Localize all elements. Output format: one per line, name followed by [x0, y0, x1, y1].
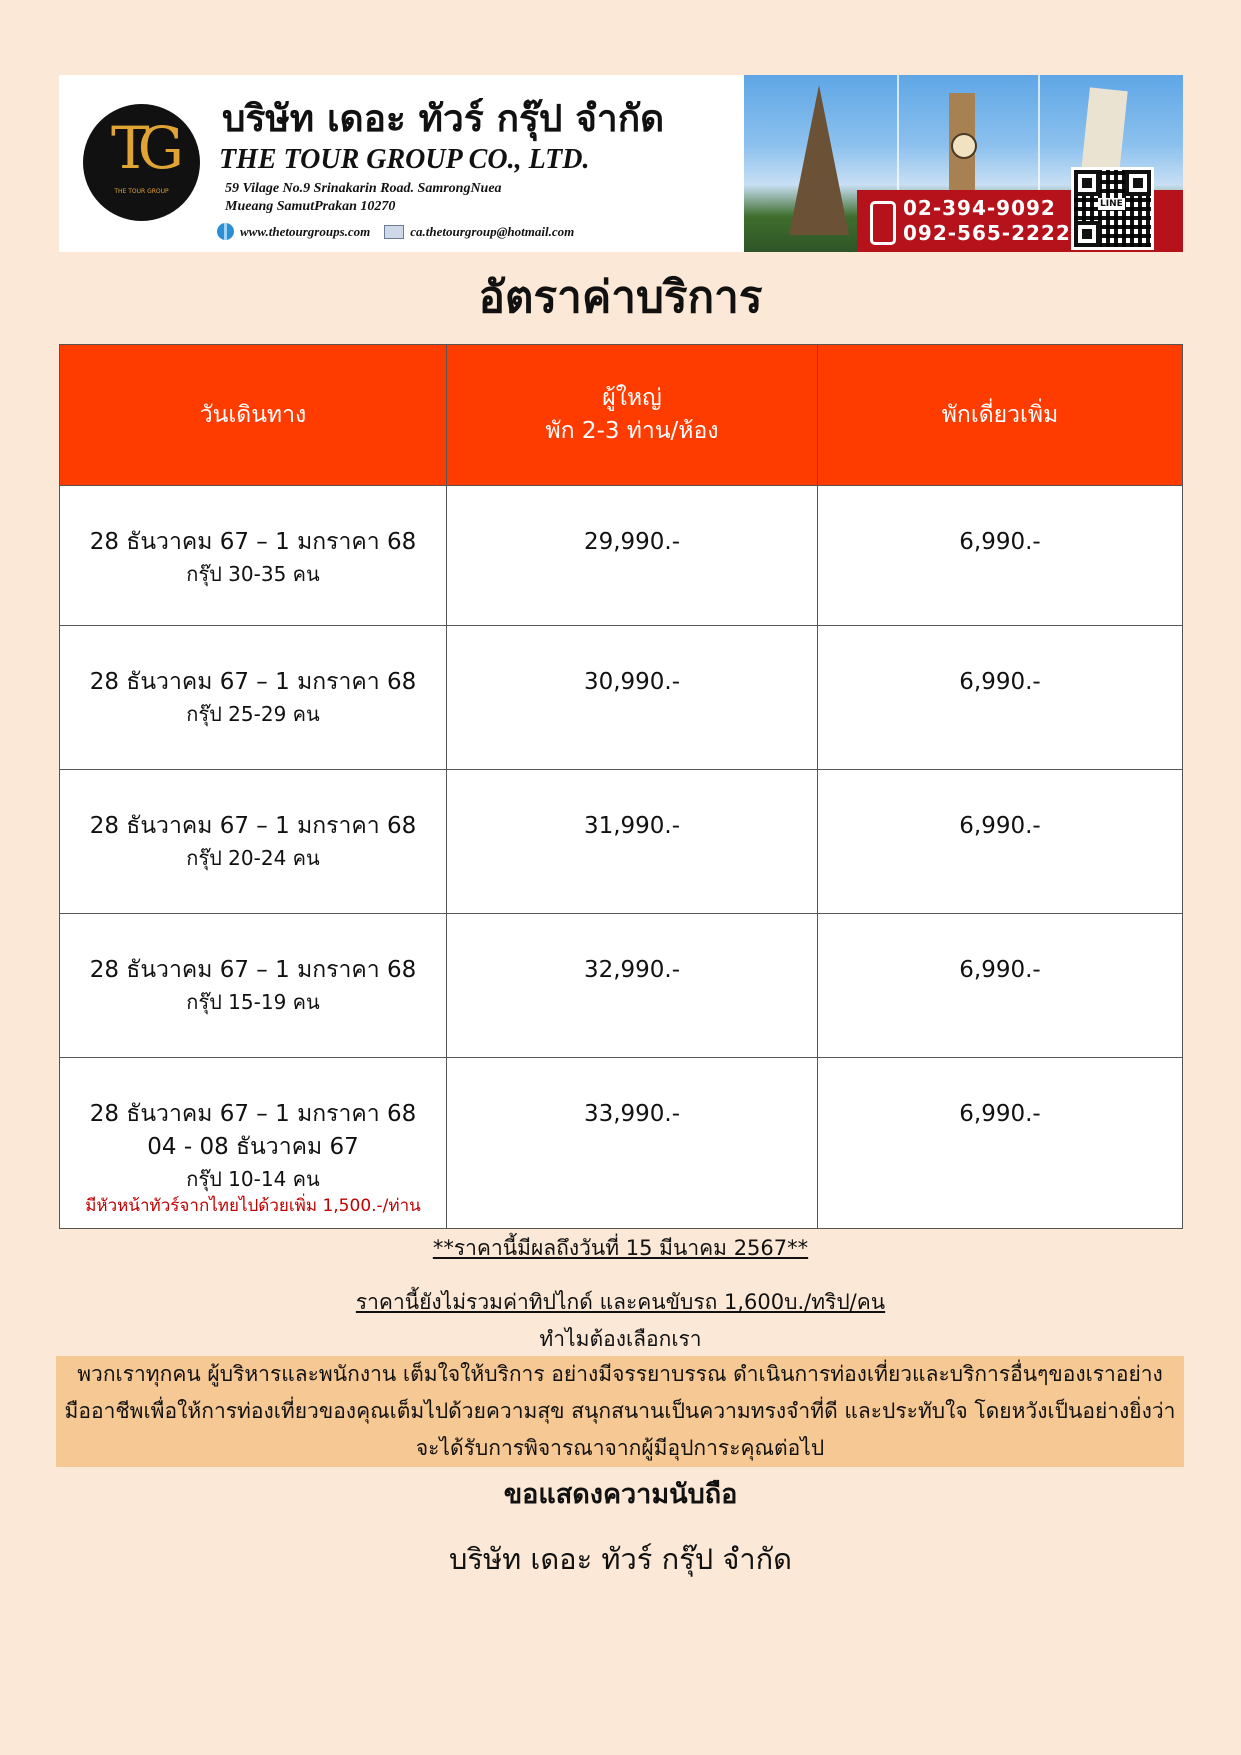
travel-date: 28 ธันวาคม 67 – 1 มกราคา 68 [89, 1101, 417, 1127]
group-size: กรุ๊ป 20-24 คน [186, 846, 320, 870]
group-size: กรุ๊ป 25-29 คน [186, 702, 320, 726]
travel-date-cell [60, 626, 447, 770]
travel-date: 28 ธันวาคม 67 – 1 มกราคา 68 [89, 529, 417, 555]
header-banner [59, 75, 1183, 252]
qr-finder [1125, 170, 1151, 196]
why-text-line: จะได้รับการพิจารณาจากผู้มีอุปการะคุณต่อไป [415, 1436, 825, 1460]
table-row [60, 914, 1183, 1058]
header-adult-sub: พัก 2-3 ท่าน/ห้อง [545, 418, 719, 444]
group-size: กรุ๊ป 15-19 คน [186, 990, 320, 1014]
phone-icon [870, 201, 896, 245]
globe-icon [217, 223, 234, 240]
adult-price: 31,990.- [447, 770, 818, 914]
why-text-line: มืออาชีพเพื่อให้การท่องเที่ยวของคุณเต็มไปด้วยความสุข สนุกสนานเป็นความทรงจำที่ดี และประทับใจ โดยหวังเป็นอย่างยิ่งว่า [64, 1399, 1176, 1423]
email-link[interactable]: ca.thetourgroup@hotmail.com [410, 223, 575, 239]
signature-company: บริษัท เดอะ ทัวร์ กรุ๊ป จำกัด [448, 1542, 792, 1576]
single-supplement: 6,990.- [818, 770, 1183, 914]
page-title: อัตราค่าบริการ [478, 272, 763, 323]
table-header-row [60, 345, 1183, 486]
header-travel-date: วันเดินทาง [60, 345, 447, 486]
why-text-line: พวกเราทุกคน ผู้บริหารและพนักงาน เต็มใจให้บริการ อย่างมีจรรยาบรรณ ดำเนินการท่องเที่ยวและบริการอื่นๆของเราอย่าง [77, 1362, 1163, 1386]
adult-price: 30,990.- [447, 626, 818, 770]
travel-date-cell [60, 914, 447, 1058]
single-supplement: 6,990.- [818, 486, 1183, 626]
tour-leader-note: มีหัวหน้าทัวร์จากไทยไปด้วยเพิ่ม 1,500.-/ท่าน [85, 1196, 421, 1216]
exclusion-note: ราคานี้ยังไม่รวมค่าทิปไกด์ และคนขับรถ 1,600บ./ทริป/คน [355, 1290, 886, 1314]
address-line-2: Mueang SamutPrakan 10270 [225, 199, 396, 214]
validity-note: **ราคานี้มีผลถึงวันที่ 15 มีนาคม 2567** [432, 1236, 809, 1260]
group-size: กรุ๊ป 10-14 คน [186, 1167, 320, 1191]
why-choose-us-title: ทำไมต้องเลือกเรา [539, 1327, 702, 1351]
logo-letters: TG [110, 114, 173, 182]
header-adult-label: ผู้ใหญ่ [602, 385, 662, 411]
line-qr-code[interactable] [1071, 167, 1154, 250]
company-name-english: THE TOUR GROUP CO., LTD. [219, 144, 590, 175]
phone-number-2[interactable]: 092-565-2222 [903, 221, 1071, 245]
travel-date-cell [60, 1058, 447, 1229]
header-adult-price [447, 345, 818, 486]
company-name-thai: บริษัท เดอะ ทัวร์ กรุ๊ป จำกัด [222, 97, 665, 140]
adult-price: 32,990.- [447, 914, 818, 1058]
table-row [60, 626, 1183, 770]
travel-date-cell [60, 770, 447, 914]
table-row [60, 1058, 1183, 1229]
single-supplement: 6,990.- [818, 914, 1183, 1058]
clock-icon [951, 133, 977, 159]
website-link[interactable]: www.thetourgroups.com [240, 223, 371, 239]
address-line-1: 59 Vilage No.9 Srinakarin Road. SamrongNuea [225, 181, 502, 196]
table-row [60, 486, 1183, 626]
price-table [59, 344, 1183, 1229]
single-supplement: 6,990.- [818, 626, 1183, 770]
mail-icon [384, 225, 404, 239]
landmark-photos [744, 75, 1183, 252]
qr-finder [1074, 221, 1100, 247]
contact-row [217, 223, 574, 240]
table-row [60, 770, 1183, 914]
group-size: กรุ๊ป 30-35 คน [186, 562, 320, 586]
adult-price: 33,990.- [447, 1058, 818, 1229]
eiffel-tower-image [789, 85, 849, 235]
regards: ขอแสดงความนับถือ [503, 1479, 738, 1510]
travel-date: 28 ธันวาคม 67 – 1 มกราคา 68 [89, 669, 417, 695]
travel-date-2: 04 - 08 ธันวาคม 67 [147, 1134, 359, 1160]
why-choose-us-box [56, 1356, 1184, 1467]
company-logo [83, 104, 200, 221]
phone-numbers [903, 196, 1071, 246]
qr-line-label: LINE [1100, 199, 1123, 209]
logo-caption: THE TOUR GROUP [114, 188, 169, 195]
header-single-supplement: พักเดี่ยวเพิ่ม [818, 345, 1183, 486]
adult-price: 29,990.- [447, 486, 818, 626]
travel-date: 28 ธันวาคม 67 – 1 มกราคา 68 [89, 957, 417, 983]
qr-finder [1074, 170, 1100, 196]
phone-number-1[interactable]: 02-394-9092 [903, 196, 1056, 220]
single-supplement: 6,990.- [818, 1058, 1183, 1229]
travel-date-cell [60, 486, 447, 626]
travel-date: 28 ธันวาคม 67 – 1 มกราคา 68 [89, 813, 417, 839]
